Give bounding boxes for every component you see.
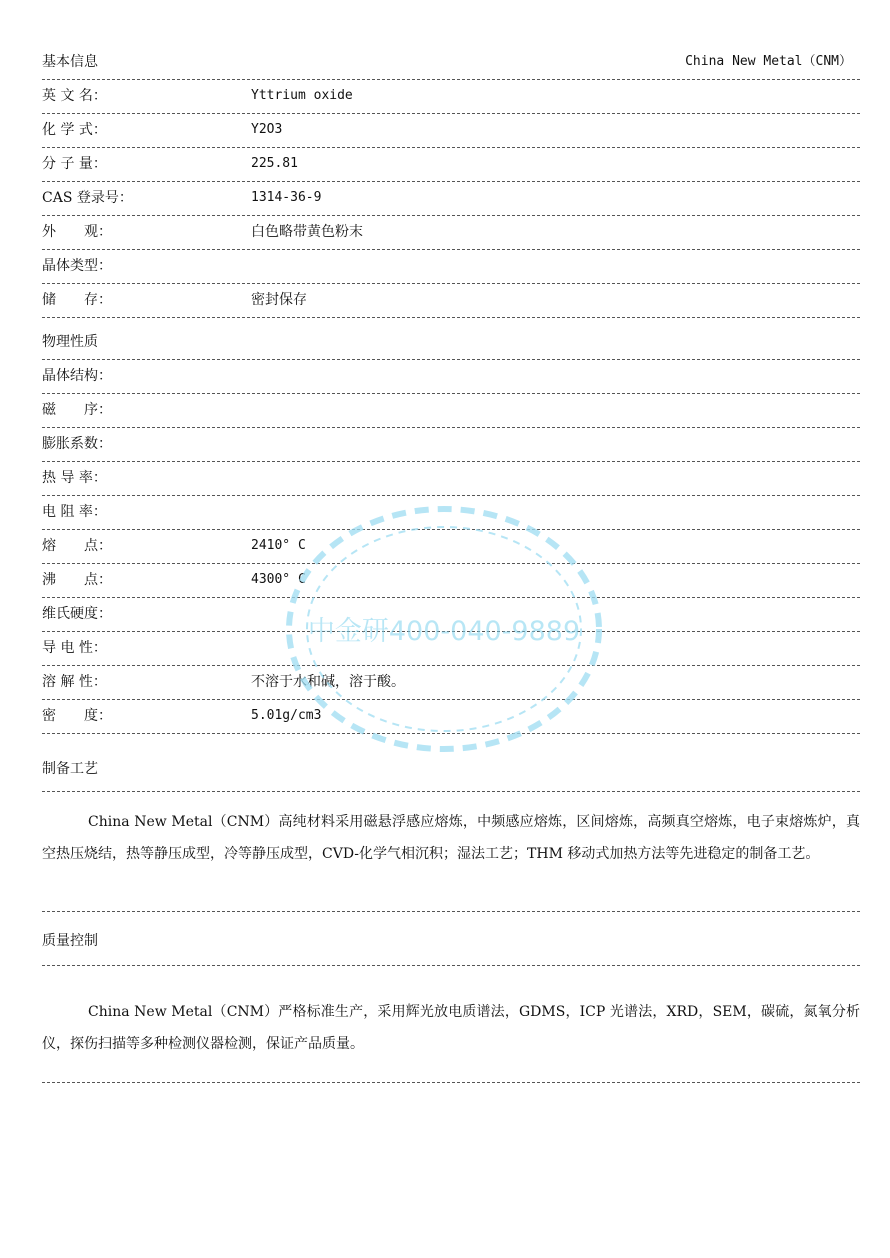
field-value: 5.01g/cm3 bbox=[251, 708, 322, 723]
info-row-magnetic-order bbox=[42, 394, 860, 428]
info-row-storage bbox=[42, 284, 860, 318]
field-label: 维氏硬度： bbox=[42, 606, 112, 622]
info-row-conductivity bbox=[42, 632, 860, 666]
quality-paragraph: China New Metal（CNM）严格标准生产，采用辉光放电质谱法，GDMS，ICP 光谱法，XRD，SEM，碳硫，氮氧分析仪，探伤扫描等多种检测仪器检测，保证产品质量。 bbox=[42, 1004, 860, 1052]
section-title-quality: 质量控制 bbox=[42, 933, 98, 949]
field-value: 白色略带黄色粉末 bbox=[251, 224, 363, 240]
field-label: 化 学 式： bbox=[42, 122, 107, 138]
watermark-text: 中金研400-040-9889 bbox=[307, 616, 581, 647]
info-row-molecular-weight bbox=[42, 148, 860, 182]
info-row-boiling-point bbox=[42, 564, 860, 598]
field-label: 磁 序： bbox=[42, 402, 112, 418]
section-header-preparation bbox=[42, 742, 860, 792]
field-label: 电 阻 率： bbox=[42, 504, 107, 520]
info-row-resistivity bbox=[42, 496, 860, 530]
field-label: 热 导 率： bbox=[42, 470, 107, 486]
info-row-crystal-structure bbox=[42, 360, 860, 394]
field-label: 英 文 名： bbox=[42, 88, 107, 104]
preparation-paragraph: China New Metal（CNM）高纯材料采用磁悬浮感应熔炼，中频感应熔炼，区间熔炼，高频真空熔炼，电子束熔炼炉，真空热压烧结，热等静压成型，冷等静压成型，CVD-化学气相沉积；湿法工艺；THM 移动式加热方法等先进稳定的制备工艺。 bbox=[42, 814, 860, 862]
info-row-crystal-type bbox=[42, 250, 860, 284]
field-value: 2410° C bbox=[251, 538, 306, 553]
field-label: 熔 点： bbox=[42, 538, 112, 554]
info-row-expansion-coefficient bbox=[42, 428, 860, 462]
field-value: 密封保存 bbox=[251, 292, 307, 308]
field-value: 不溶于水和碱，溶于酸。 bbox=[251, 674, 405, 690]
section-header-physical bbox=[42, 322, 860, 360]
field-value: 4300° C bbox=[251, 572, 306, 587]
brand-name: China New Metal（CNM） bbox=[685, 54, 852, 69]
field-label: 溶 解 性： bbox=[42, 674, 107, 690]
field-value: 1314-36-9 bbox=[251, 190, 322, 205]
field-label: 晶体结构： bbox=[42, 368, 112, 384]
info-row-thermal-conductivity bbox=[42, 462, 860, 496]
field-label: 储 存： bbox=[42, 292, 112, 308]
info-row-english-name bbox=[42, 80, 860, 114]
info-row-cas-number bbox=[42, 182, 860, 216]
field-value: Y2O3 bbox=[251, 122, 283, 137]
section-title-basic-info: 基本信息 bbox=[42, 54, 98, 70]
field-value: 225.81 bbox=[251, 156, 298, 171]
divider bbox=[42, 1049, 860, 1083]
info-row-solubility bbox=[42, 666, 860, 700]
section-title-physical: 物理性质 bbox=[42, 334, 98, 350]
header-row bbox=[42, 46, 860, 80]
info-row-appearance bbox=[42, 216, 860, 250]
info-row-density bbox=[42, 700, 860, 734]
section-title-preparation: 制备工艺 bbox=[42, 761, 98, 777]
section-header-quality bbox=[42, 912, 860, 966]
info-row-formula bbox=[42, 114, 860, 148]
field-label: 晶体类型： bbox=[42, 258, 112, 274]
field-label: 外 观： bbox=[42, 224, 112, 240]
field-label: 膨胀系数： bbox=[42, 436, 112, 452]
field-label: CAS 登录号： bbox=[42, 190, 133, 206]
field-value: Yttrium oxide bbox=[251, 88, 353, 103]
info-row-vickers-hardness bbox=[42, 598, 860, 632]
divider bbox=[42, 878, 860, 912]
field-label: 分 子 量： bbox=[42, 156, 107, 172]
field-label: 导 电 性： bbox=[42, 640, 107, 656]
field-label: 沸 点： bbox=[42, 572, 112, 588]
info-row-melting-point bbox=[42, 530, 860, 564]
field-label: 密 度： bbox=[42, 708, 112, 724]
